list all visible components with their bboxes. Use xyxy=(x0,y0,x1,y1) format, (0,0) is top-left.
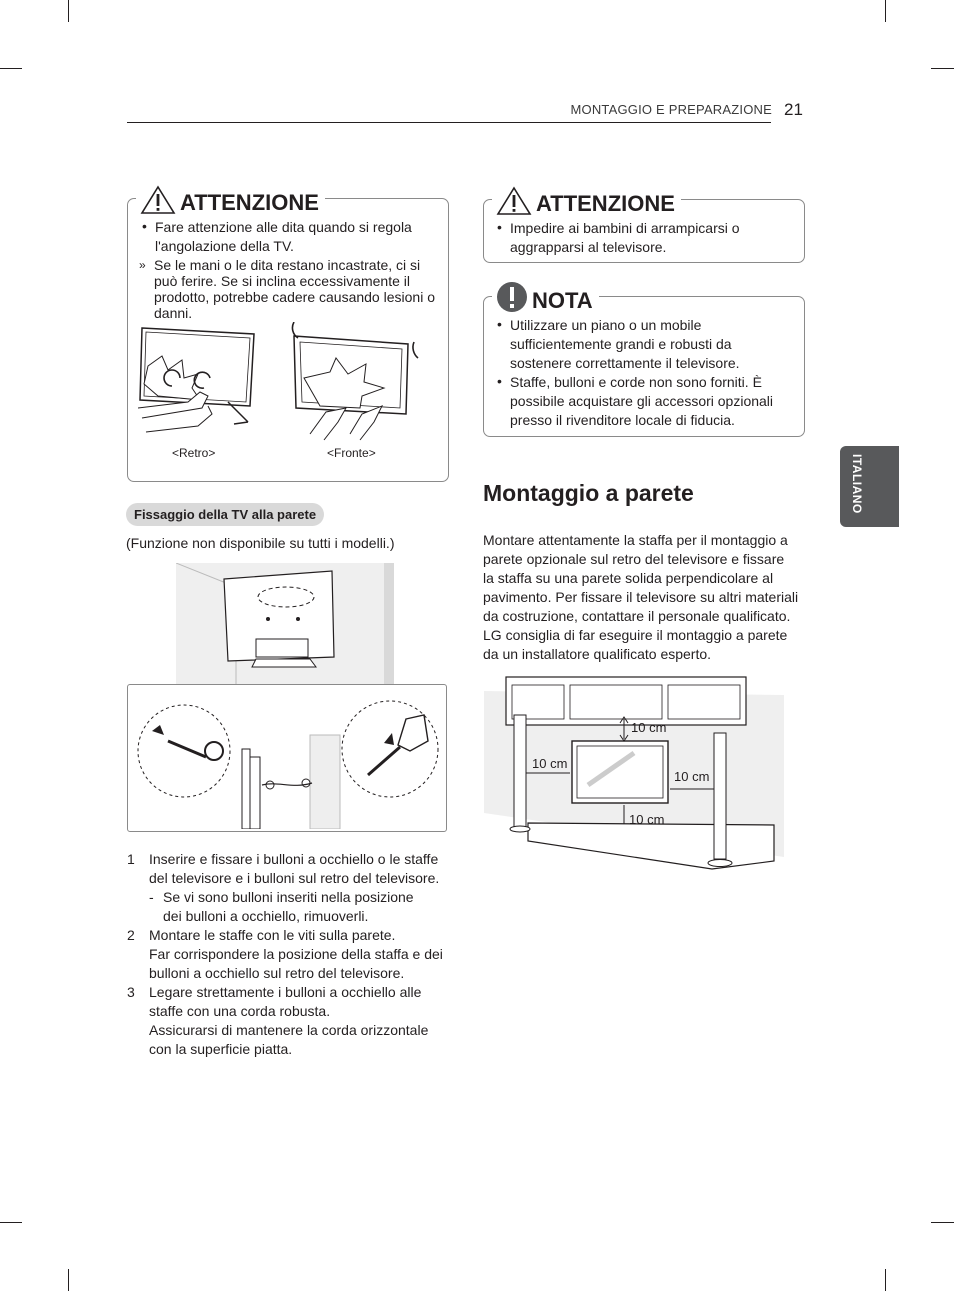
bullet-icon: • xyxy=(497,373,502,389)
exclamation-circle-icon xyxy=(496,281,528,313)
page-number: 21 xyxy=(784,100,803,119)
crop-mark xyxy=(931,1222,954,1223)
step-line: Far corrispondere la posizione della staffa e dei xyxy=(149,946,443,962)
wall-mount-clearance-illustration xyxy=(484,675,784,871)
note-line: Utilizzare un piano o un mobile xyxy=(510,317,702,333)
bullet-icon: • xyxy=(142,218,147,234)
caution-left-line: l'angolazione della TV. xyxy=(155,238,294,254)
caution-left-sub: può ferire. Se si inclina eccessivamente il xyxy=(154,273,411,289)
language-tab-label: ITALIANO xyxy=(850,454,864,514)
caution-left-sub: prodotto, potrebbe cadere causando lesioni o xyxy=(154,289,435,305)
dimension-label-left: 10 cm xyxy=(532,756,568,771)
bullet-icon: • xyxy=(497,316,502,332)
note-line: sufficientemente grandi e robusti da xyxy=(510,336,732,352)
caution-right-line: Impedire ai bambini di arrampicarsi o xyxy=(510,220,740,236)
step-line: Legare strettamente i bulloni a occhiello alle xyxy=(149,984,422,1000)
note-line: sostenere correttamente il televisore. xyxy=(510,355,740,371)
wall-mount-line: pavimento. Per fissare il televisore su altri materiali xyxy=(483,589,799,605)
language-tab xyxy=(840,446,899,527)
dimension-label-bottom: 10 cm xyxy=(629,812,665,827)
step-sub-line: Se vi sono bulloni inseriti nella posizione xyxy=(163,889,414,905)
dimension-label-top: 10 cm xyxy=(631,720,667,735)
header-rule xyxy=(127,122,771,123)
caution-title-left xyxy=(136,185,325,216)
section-title: Montaggio a parete xyxy=(483,480,694,506)
step-number: 2 xyxy=(127,927,135,943)
caution-left-sub: danni. xyxy=(154,305,193,321)
crop-mark xyxy=(885,0,886,22)
caption-front: <Fronte> xyxy=(327,446,376,460)
caution-title-text: ATTENZIONE xyxy=(536,191,675,216)
dimension-label-right: 10 cm xyxy=(674,769,710,784)
step-line: Montare le staffe con le viti sulla parete. xyxy=(149,927,396,943)
wall-mount-line: la staffa su una parete solida perpendicolare al xyxy=(483,570,774,586)
crop-mark xyxy=(0,68,22,69)
crop-mark xyxy=(931,68,954,69)
crop-mark xyxy=(0,1222,22,1223)
tv-tilt-back-illustration xyxy=(138,322,268,434)
wall-mount-line: LG consiglia di far eseguire il montaggio a parete xyxy=(483,627,788,643)
step-line: con la superficie piatta. xyxy=(149,1041,293,1057)
note-line: possibile acquistare gli accessori opzionali xyxy=(510,393,774,409)
caution-left-line: Fare attenzione alle dita quando si regola xyxy=(155,219,412,235)
wall-mount-line: parete opzionale sul retro del televisore e fissare xyxy=(483,551,785,567)
step-number: 3 xyxy=(127,984,135,1000)
caption-back: <Retro> xyxy=(172,446,216,460)
caution-title-text: ATTENZIONE xyxy=(180,190,319,215)
crop-mark xyxy=(68,1269,69,1291)
caution-left-sub: Se le mani o le dita restano incastrate, ci si xyxy=(154,257,421,273)
step-line: Assicurarsi di mantenere la corda orizzontale xyxy=(149,1022,429,1038)
caution-right-line: aggrapparsi al televisore. xyxy=(510,239,667,255)
tv-back-wall-illustration xyxy=(176,563,394,685)
wall-mount-line: da costruzione, contattare il personale qualificato. xyxy=(483,608,791,624)
wall-mount-line: da un installatore qualificato esperto. xyxy=(483,646,712,662)
chevron-right-icon: » xyxy=(139,258,146,272)
crop-mark xyxy=(68,0,69,22)
note-line: presso il rivenditore locale di fiducia. xyxy=(510,412,735,428)
bracket-diagram-illustration xyxy=(128,685,444,829)
step-line: staffe con una corda robusta. xyxy=(149,1003,331,1019)
tv-tilt-front-illustration xyxy=(290,322,430,442)
section-pill: Fissaggio della TV alla parete xyxy=(126,503,324,526)
step-line: del televisore e i bulloni sul retro del televisore. xyxy=(149,870,440,886)
note-title xyxy=(492,281,599,314)
caution-title-right xyxy=(492,186,681,217)
warning-triangle-icon xyxy=(496,186,532,216)
crop-mark xyxy=(885,1269,886,1291)
step-line: Inserire e fissare i bulloni a occhiello o le staffe xyxy=(149,851,439,867)
note-line: Staffe, bulloni e corde non sono forniti. È xyxy=(510,374,762,390)
step-number: 1 xyxy=(127,851,135,867)
wall-mount-line: Montare attentamente la staffa per il montaggio a xyxy=(483,532,788,548)
step-line: bulloni a occhiello sul retro del televisore. xyxy=(149,965,405,981)
bullet-icon: • xyxy=(497,219,502,235)
availability-note: (Funzione non disponibile su tutti i modelli.) xyxy=(126,535,395,551)
warning-triangle-icon xyxy=(140,185,176,215)
step-sub-line: dei bulloni a occhiello, rimuoverli. xyxy=(163,908,369,924)
section-header: MONTAGGIO E PREPARAZIONE xyxy=(570,102,772,117)
dash-icon: - xyxy=(149,889,154,905)
note-title-text: NOTA xyxy=(532,288,593,313)
